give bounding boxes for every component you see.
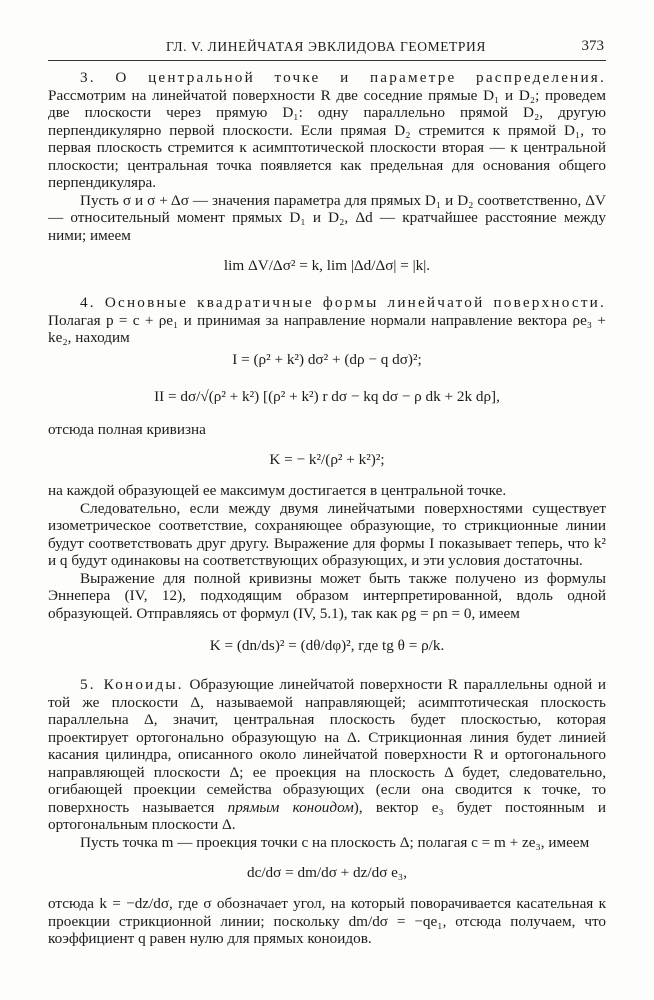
page-body xyxy=(48,69,606,948)
running-head xyxy=(48,38,606,61)
curvature-max-text: на каждой образующей ее максимум достигается в центральной точке. xyxy=(48,482,507,499)
section-3-paragraph-2: Пусть σ и σ + Δσ — значения параметра для прямых D₁ и D₂ соответственно, ΔV — относительный момент прямых D₁ и D₂, Δd — кратчайшее расстояние между ними; имеем xyxy=(48,191,606,244)
section-4-text: Полагая p = c + ρe₁ и принимая за направление нормали направление вектора ρe₃ + ke₂, находим xyxy=(48,311,606,346)
section-5-text-b: ), вектор e₃ будет постоянным и ортогональным плоскости Δ. xyxy=(48,798,607,833)
section-5-paragraph xyxy=(48,676,606,834)
section-5-text-a: Образующие линейчатой поверхности R параллельны одной и той же плоскости Δ, называемой направляющей; асимптотическая плоскость параллельна Δ, значит, центральная плоскость будет плоскостью, которая проектирует ортогонально образующую на Δ. Стрикционная линия будет линией касания цилиндра, описанного около линейчатой поверхности R и ортогонального направляющей плоскости Δ; ее проекция на плоскость Δ будет, следовательно, огибающей проекции семейства образующих (если она сводится к точке, то поверхность называется xyxy=(48,676,607,816)
second-fundamental-form: II = dσ/√(ρ² + k²) [(ρ² + k²) r dσ − kq dσ − ρ dk + 2k dρ], xyxy=(154,387,500,405)
section-5-heading: 5. Коноиды. xyxy=(80,676,184,693)
chapter-title: ГЛ. V. ЛИНЕЙЧАТАЯ ЭВКЛИДОВА ГЕОМЕТРИЯ xyxy=(166,39,486,54)
right-conoid-term: прямым коноидом xyxy=(227,798,354,816)
curvature-formula: K = − k²/(ρ² + k²)²; xyxy=(269,451,385,468)
conoid-conclusion: отсюда k = −dz/dσ, где σ обозначает угол, на который поворачивается касательная к проекции стрикционной линии; поскольку dm/dσ = −qe₁, отсюда получаем, что коэффициент q равен нулю для прямых коноидов. xyxy=(48,895,606,947)
section-3-text: Рассмотрим на линейчатой поверхности R две соседние прямые D₁ и D₂; проведем две плоскости через прямую D₁: одну параллельно прямой D₂, другую перпендикулярно первой плоскости. Если прямая D₂ стремится к прямой D₁, то первая плоскость стремится к асимптотической плоскости вторая — к центральной плоскости; центральная точка появляется как предельная для основания общего перпендикуляра. xyxy=(48,86,606,191)
isometry-paragraph: Следовательно, если между двумя линейчатыми поверхностями существует изометрическое соответствие, сохраняющее образующие, то стрикционные линии будут соответствовать друг другу. Выражение для формы I показывает теперь, что k² и q будут одинаковы на соответствующих образующих, и эти условия достаточны. xyxy=(48,499,606,569)
limit-formula: lim ΔV/Δσ² = k, lim |Δd/Δσ| = |k|. xyxy=(223,257,431,274)
curvature-formula-2: K = (dn/ds)² = (dθ/dφ)², где tg θ = ρ/k. xyxy=(209,637,445,654)
section-3-heading: 3. О центральной точке и параметре распределения. xyxy=(80,69,606,86)
first-fundamental-form: I = (ρ² + k²) dσ² + (dρ − q dσ)²; xyxy=(232,350,422,368)
derivative-formula: dc/dσ = dm/dσ + dz/dσ e₃, xyxy=(246,864,408,881)
section-4-heading: 4. Основные квадратичные формы линейчатой поверхности. xyxy=(80,294,606,311)
curvature-intro: отсюда полная кривизна xyxy=(48,420,206,438)
enneper-paragraph: Выражение для полной кривизны может быть также получено из формулы Эннепера (IV, 12), подходящим образом интерпретированной, вдоль одной образующей. Отправляясь от формул (IV, 5.1), так как ρg = ρn = 0, имеем xyxy=(48,569,606,622)
projection-paragraph: Пусть точка m — проекция точки c на плоскость Δ; полагая c = m + ze₃, имеем xyxy=(80,833,590,851)
section-4-paragraph xyxy=(48,294,606,347)
section-3-paragraph xyxy=(48,69,606,192)
page-number: 373 xyxy=(581,38,604,54)
